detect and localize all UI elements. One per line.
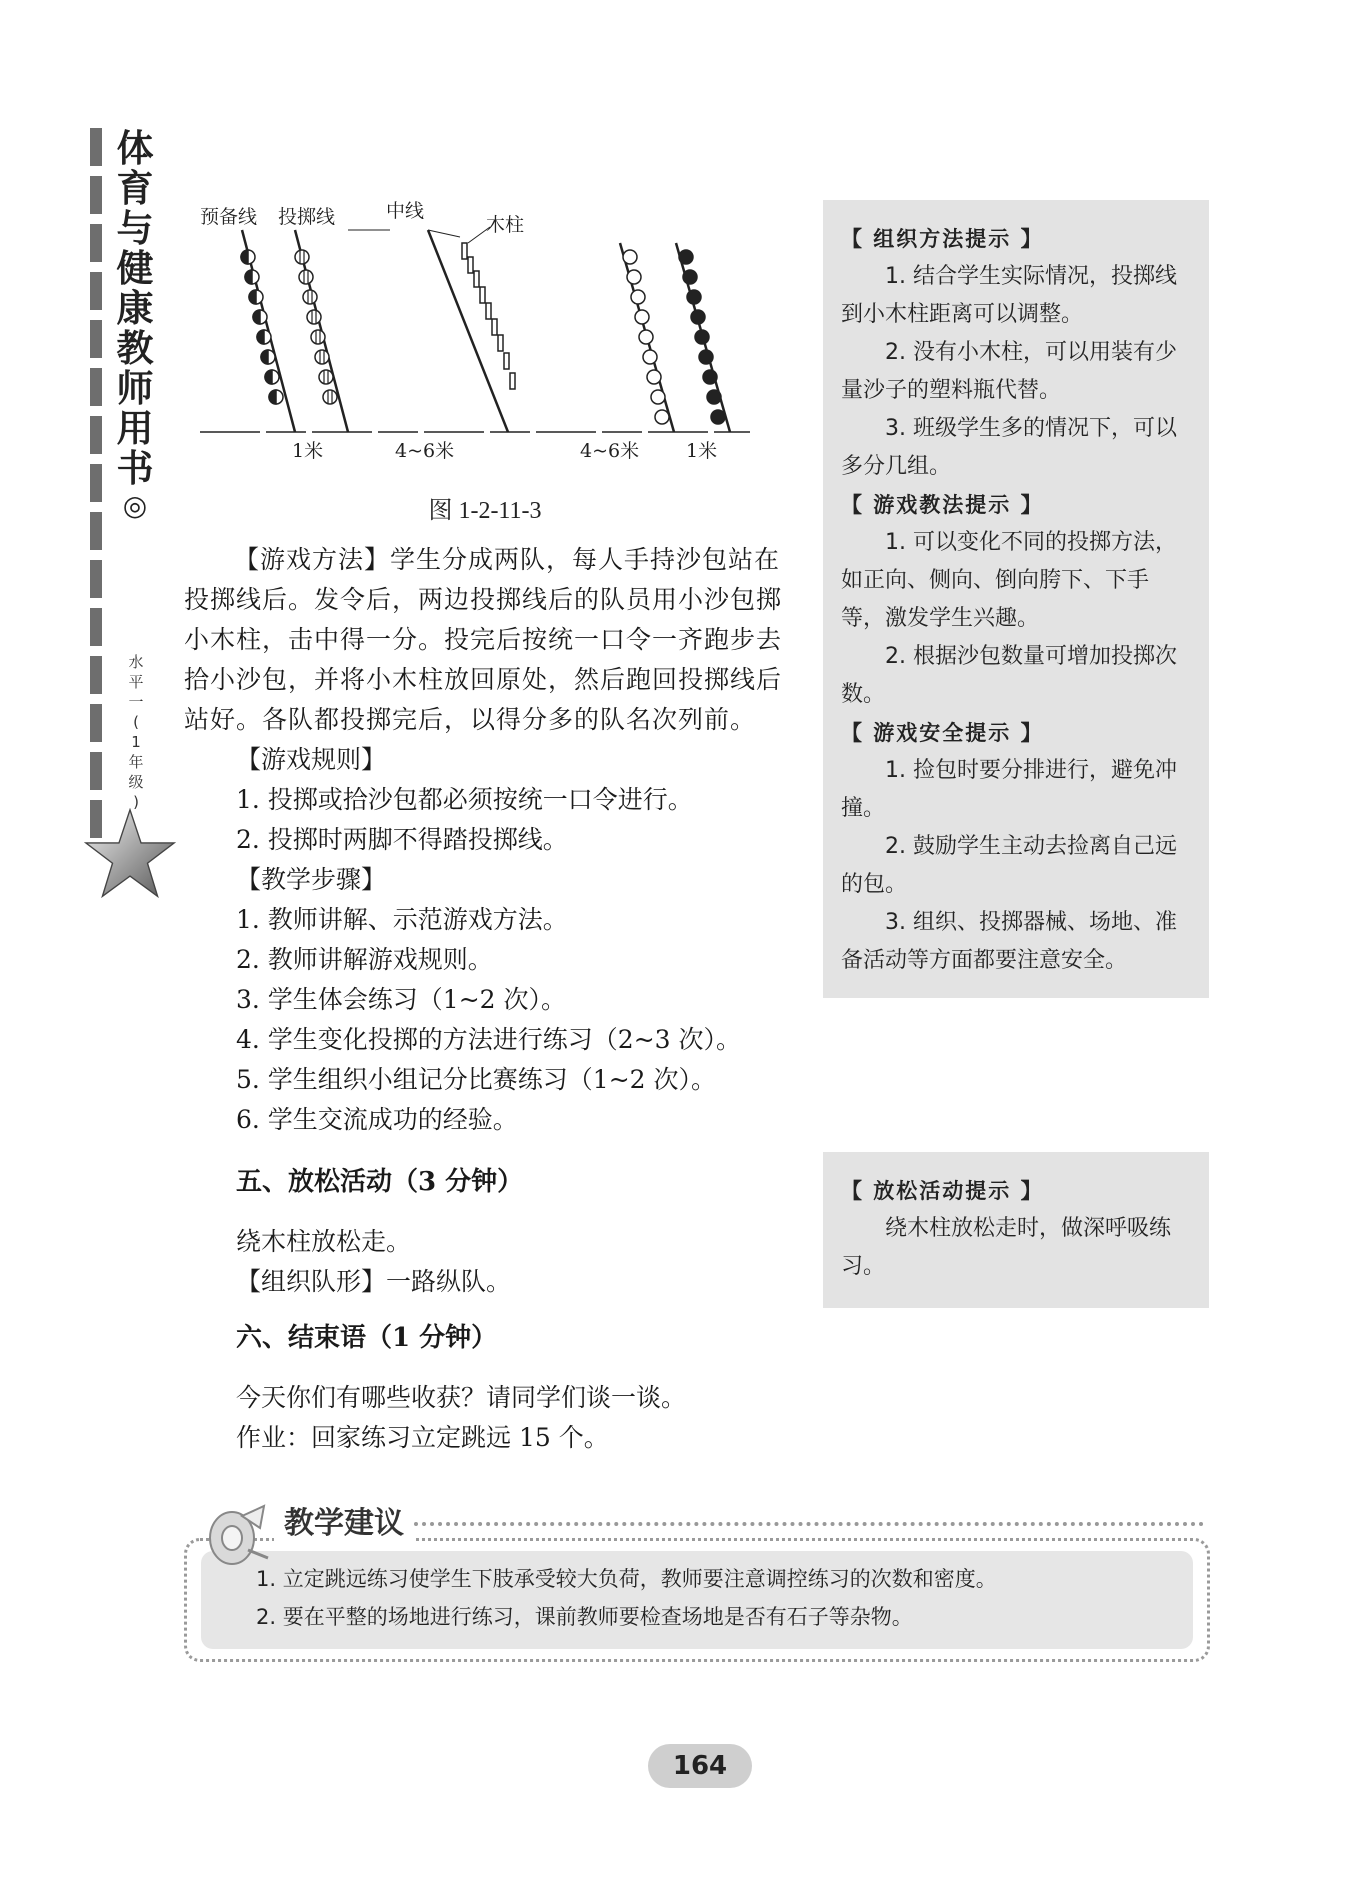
section6-title: 六、结束语（1 分钟） [236, 1323, 498, 1353]
book-title-vertical: 体 育 与 健 康 教 师 用 书 ◎ [116, 126, 154, 522]
relax-tips-panel [823, 1152, 1209, 1308]
figure-caption: 图 1-2-11-3 [428, 498, 542, 524]
relax-tip: 绕木柱放松走时，做深呼吸练习。 [841, 1216, 1172, 1279]
label-dist-4-6m-right: 4~6米 [580, 440, 640, 462]
org-tip: 2. 没有小木柱，可以用装有少量沙子的塑料瓶代替。 [841, 340, 1177, 403]
section5-title: 五、放松活动（3 分钟） [236, 1167, 524, 1197]
throwing-field-diagram [190, 195, 780, 475]
label-ready-line: 预备线 [200, 206, 258, 228]
suggestion-item: 1. 立定跳远练习使学生下肢承受较大负荷，教师要注意调控练习的次数和密度。 [256, 1567, 997, 1591]
label-throw-line: 投掷线 [278, 206, 336, 228]
teach-tips-heading: 【 游戏教法提示 】 [841, 493, 1044, 517]
step-item: 5. 学生组织小组记分比赛练习（1~2 次）。 [236, 1065, 717, 1094]
section5-line: 【组织队形】一路纵队。 [236, 1267, 512, 1296]
section5-line: 绕木柱放松走。 [236, 1227, 412, 1256]
rule-item: 1. 投掷或拾沙包都必须按统一口令进行。 [236, 785, 693, 814]
org-tips-heading: 【 组织方法提示 】 [841, 227, 1044, 251]
label-dist-1m-right: 1米 [686, 440, 718, 462]
org-tip: 1. 结合学生实际情况，投掷线到小木柱距离可以调整。 [841, 264, 1177, 327]
safety-tip: 2. 鼓励学生主动去捡离自己远的包。 [841, 834, 1177, 897]
step-item: 4. 学生变化投掷的方法进行练习（2~3 次）。 [236, 1025, 742, 1054]
step-item: 3. 学生体会练习（1~2 次）。 [236, 985, 567, 1014]
steps-heading: 【教学步骤】 [236, 865, 387, 894]
page-number: 164 [648, 1744, 752, 1788]
step-item: 6. 学生交流成功的经验。 [236, 1105, 518, 1134]
rules-heading: 【游戏规则】 [236, 745, 387, 774]
safety-tips-heading: 【 游戏安全提示 】 [841, 721, 1044, 745]
main-text [184, 540, 800, 1458]
star-icon [84, 808, 176, 900]
safety-tip: 1. 捡包时要分排进行，避免冲撞。 [841, 758, 1177, 821]
step-item: 2. 教师讲解游戏规则。 [236, 945, 493, 974]
step-item: 1. 教师讲解、示范游戏方法。 [236, 905, 568, 934]
label-dist-4-6m-left: 4~6米 [395, 440, 455, 462]
label-dist-1m-left: 1米 [292, 440, 324, 462]
safety-tip: 3. 组织、投掷器械、场地、准备活动等方面都要注意安全。 [841, 910, 1177, 973]
rule-item: 2. 投掷时两脚不得踏投掷线。 [236, 825, 568, 854]
game-method: 【游戏方法】学生分成两队，每人手持沙包站在投掷线后。发令后，两边投掷线后的队员用小沙包掷小木柱，击中得一分。投完后按统一口令一齐跑步去拾小沙包，并将小木柱放回原处，然后跑回投掷线后站好。各队都投掷完后，以得分多的队名次列前。 [184, 545, 783, 734]
level-label-vertical: 水 平 一 ( 1 年 级 ) [128, 653, 144, 811]
suggestion-item: 2. 要在平整的场地进行练习，课前教师要检查场地是否有石子等杂物。 [256, 1605, 913, 1629]
teach-tip: 1. 可以变化不同的投掷方法，如正向、侧向、倒向胯下、下手等，激发学生兴趣。 [841, 530, 1177, 631]
teach-tip: 2. 根据沙包数量可增加投掷次数。 [841, 644, 1177, 707]
label-wood-post: 木柱 [486, 214, 525, 236]
label-center-line: 中线 [386, 200, 425, 222]
section6-line: 今天你们有哪些收获？请同学们谈一谈。 [236, 1383, 687, 1412]
tips-panel [823, 200, 1209, 998]
suggestion-title: 教学建议 [274, 1498, 414, 1542]
teaching-suggestions [184, 1498, 1210, 1660]
org-tip: 3. 班级学生多的情况下，可以多分几组。 [841, 416, 1177, 479]
relax-tips-heading: 【 放松活动提示 】 [841, 1179, 1044, 1203]
section6-line: 作业：回家练习立定跳远 15 个。 [236, 1423, 609, 1452]
